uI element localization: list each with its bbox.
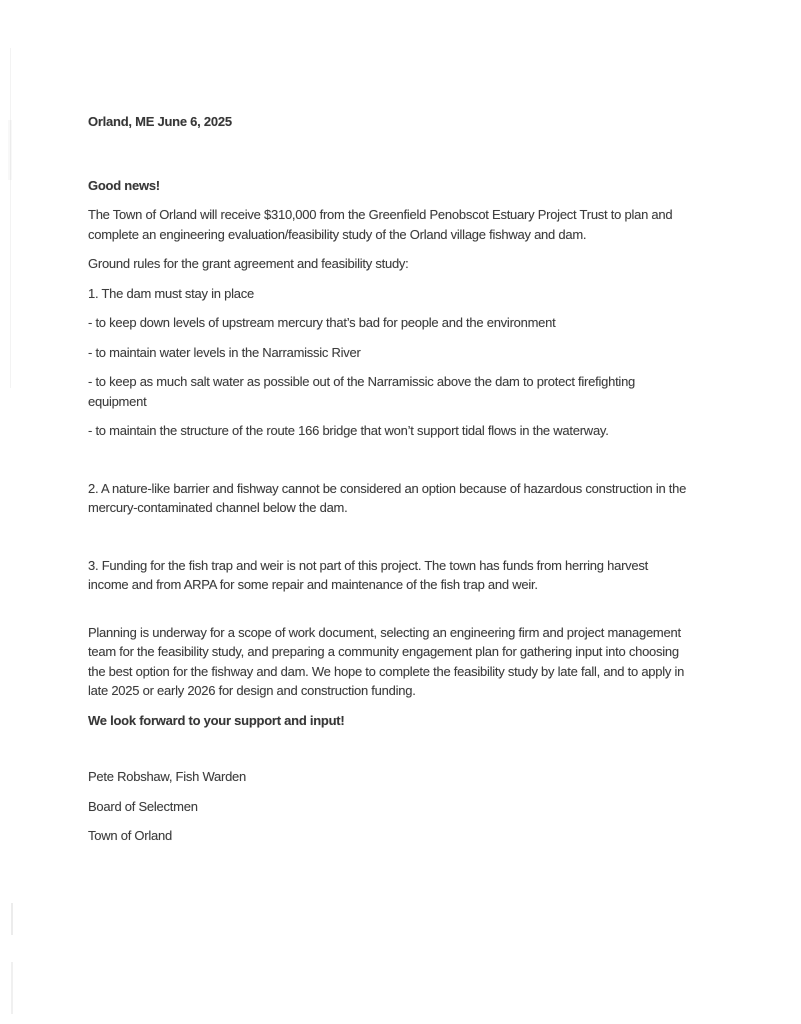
signature-board: Board of Selectmen [88, 798, 198, 814]
letter-body [88, 112, 688, 846]
scan-artifact-left-mark [8, 120, 12, 180]
paragraph-planning: Planning is underway for a scope of work document, selecting an engineering firm and project management team for the feasibility study, and preparing a community engagement plan for gathering input into choosing the best option for the fishway and dam. We hope to complete the feasibility study by late fall, and to apply in late 2025 or early 2026 for design and construction funding. [88, 624, 685, 698]
salutation: Good news! [88, 177, 160, 193]
closing-line: We look forward to your support and input! [88, 712, 345, 728]
rule-2: 2. A nature-like barrier and fishway cannot be considered an option because of hazardous construction in the mercury-contaminated channel below the dam. [88, 480, 687, 515]
scan-artifact-left-streak [10, 48, 11, 388]
paragraph-intro: The Town of Orland will receive $310,000 from the Greenfield Penobscot Estuary Project Trust to plan and complete an engineering evaluation/feasibility study of the Orland village fishway and dam. [88, 207, 673, 242]
rule-1-bullet-mercury: - to keep down levels of upstream mercury that’s bad for people and the environment [88, 315, 556, 330]
scan-artifact-bottom-streak [11, 903, 13, 935]
rule-1-bullet-water-levels: - to maintain water levels in the Narramissic River [88, 344, 361, 360]
signature-town: Town of Orland [88, 828, 172, 843]
scan-artifact-bottom-streak [11, 962, 13, 1014]
rule-1-bullet-bridge: - to maintain the structure of the route 166 bridge that won’t support tidal flows in the waterway. [88, 423, 609, 438]
signature-block [88, 767, 688, 846]
signature-name: Pete Robshaw, Fish Warden [88, 769, 247, 784]
rule-3: 3. Funding for the fish trap and weir is not part of this project. The town has funds from herring harvest income and from ARPA for some repair and maintenance of the fish trap and weir. [88, 557, 649, 592]
rule-1: 1. The dam must stay in place [88, 285, 254, 301]
rule-1-bullet-salt-water: - to keep as much salt water as possible out of the Narramissic above the dam to protect firefighting equipment [88, 374, 636, 409]
dateline: Orland, ME June 6, 2025 [88, 114, 232, 129]
ground-rules-heading: Ground rules for the grant agreement and feasibility study: [88, 256, 409, 271]
